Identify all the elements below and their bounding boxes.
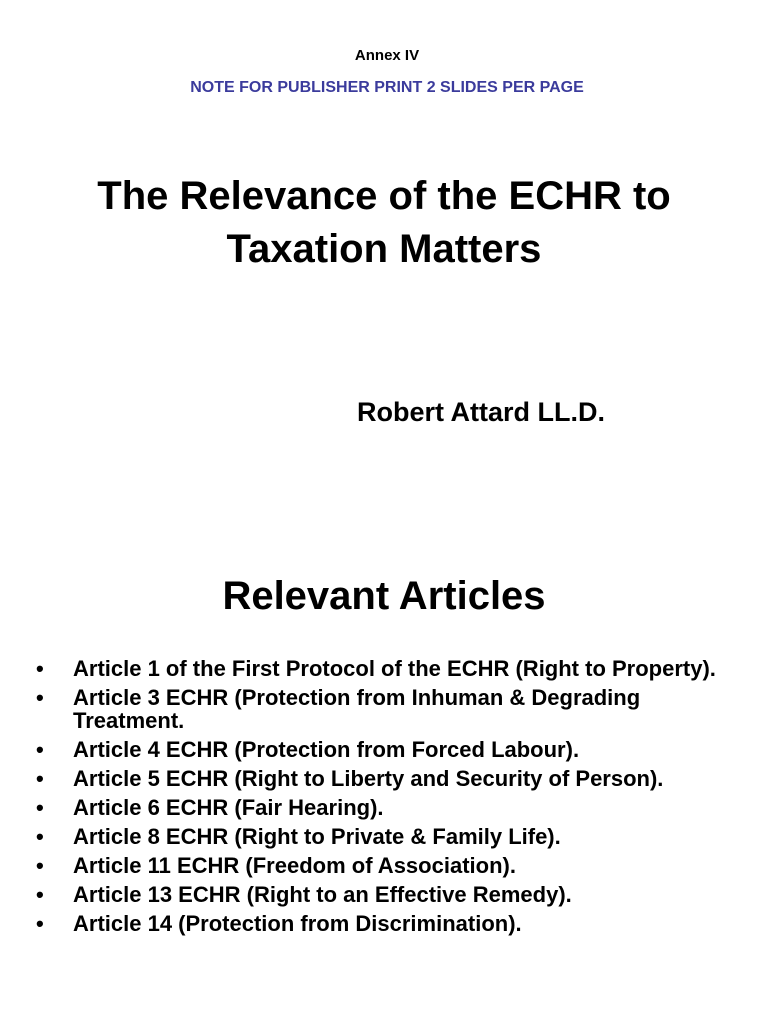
bullet-icon: •	[36, 853, 44, 878]
bullet-icon: •	[36, 685, 44, 710]
list-item-text: Article 6 ECHR (Fair Hearing).	[73, 795, 384, 820]
bullet-icon: •	[36, 766, 44, 791]
list-item-text: Article 4 ECHR (Protection from Forced Labour).	[73, 737, 580, 762]
bullet-icon: •	[36, 824, 44, 849]
bullet-icon: •	[36, 795, 44, 820]
list-item	[36, 767, 736, 790]
list-item	[36, 657, 736, 680]
articles-list	[36, 657, 736, 941]
bullet-icon: •	[36, 882, 44, 907]
list-item-text: Article 11 ECHR (Freedom of Association).	[73, 853, 516, 878]
slide-title	[0, 170, 768, 276]
list-item-text: Article 13 ECHR (Right to an Effective Remedy).	[73, 882, 572, 907]
list-item	[36, 825, 736, 848]
publisher-note: NOTE FOR PUBLISHER PRINT 2 SLIDES PER PAGE	[190, 79, 584, 96]
list-item-text: Article 1 of the First Protocol of the ECHR (Right to Property).	[73, 656, 716, 681]
section-title: Relevant Articles	[222, 574, 546, 618]
slide-title-line-2: Taxation Matters	[226, 227, 542, 271]
list-item	[36, 796, 736, 819]
list-item-text: Article 3 ECHR (Protection from Inhuman & Degrading Treatment.	[73, 685, 641, 733]
bullet-icon: •	[36, 737, 44, 762]
list-item	[36, 883, 736, 906]
list-item	[36, 854, 736, 877]
list-item	[36, 738, 736, 761]
author-name: Robert Attard LL.D.	[357, 397, 605, 427]
bullet-icon: •	[36, 911, 44, 936]
list-item-text: Article 5 ECHR (Right to Liberty and Security of Person).	[73, 766, 664, 791]
list-item	[36, 912, 736, 935]
list-item	[36, 686, 736, 732]
annex-label: Annex IV	[354, 47, 420, 64]
list-item-text: Article 14 (Protection from Discrimination).	[73, 911, 522, 936]
bullet-icon: •	[36, 656, 44, 681]
list-item-text: Article 8 ECHR (Right to Private & Family Life).	[73, 824, 561, 849]
slide-title-line-1: The Relevance of the ECHR to	[97, 174, 671, 218]
